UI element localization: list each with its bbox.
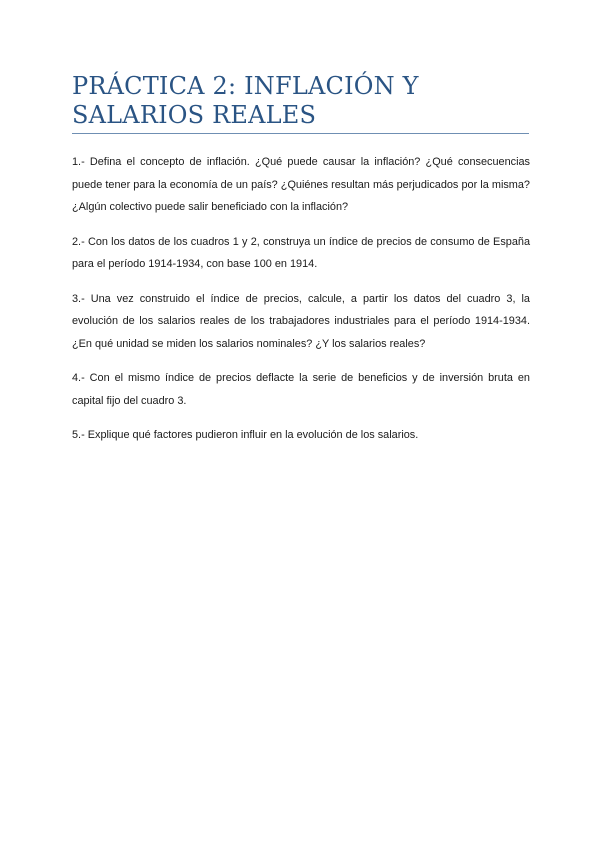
title-underline: [72, 133, 529, 134]
questions-list: [72, 151, 530, 459]
document-title: PRÁCTICA 2: INFLACIÓN Y SALARIOS REALES: [72, 72, 419, 129]
question-1: 1.- Defina el concepto de inflación. ¿Qué puede causar la inflación? ¿Qué consecuencias puede tener para la economía de un país? ¿Quiénes resultan más perjudicados por la misma? ¿Algún colectivo puede salir beneficiado con la inflación?: [72, 156, 530, 213]
question-5: 5.- Explique qué factores pudieron influir en la evolución de los salarios.: [72, 429, 419, 441]
question-2: 2.- Con los datos de los cuadros 1 y 2, construya un índice de precios de consumo de España para el período 1914-1934, con base 100 en 1914.: [72, 235, 530, 270]
question-4: 4.- Con el mismo índice de precios deflacte la serie de beneficios y de inversión bruta en capital fijo del cuadro 3.: [72, 372, 530, 407]
question-3: 3.- Una vez construido el índice de precios, calcule, a partir los datos del cuadro 3, la evolución de los salarios reales de los trabajadores industriales para el período 1914-1934. ¿En qué unidad se miden los salarios nominales? ¿Y los salarios reales?: [72, 292, 530, 350]
